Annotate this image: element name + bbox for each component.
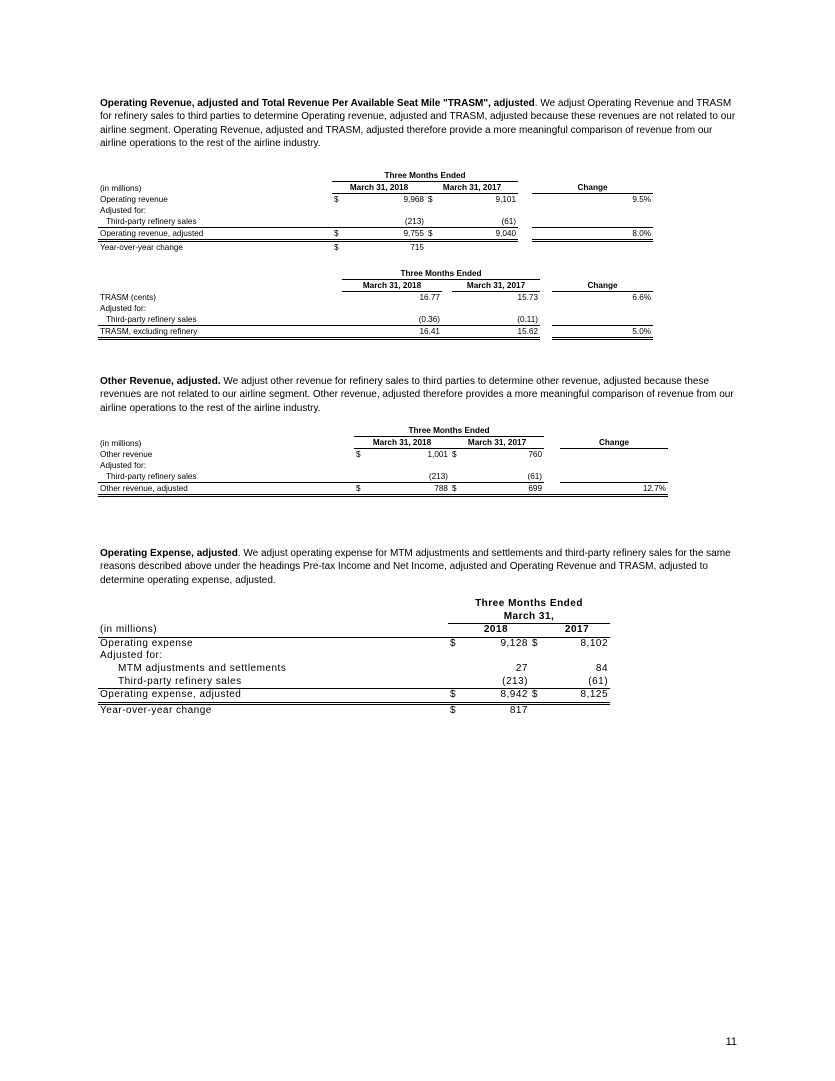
table-row: Third-party refinery sales (213) (61) (98, 471, 668, 483)
table-row: Adjusted for: (100, 304, 146, 313)
table-row: Third-party refinery sales (213) (61) (98, 676, 610, 689)
column-header-2018: 2018 (462, 624, 530, 638)
units-label: (in millions) (100, 183, 142, 193)
table-row: Adjusted for: (100, 650, 163, 662)
paragraph-heading: Operating Expense, adjusted (100, 548, 238, 559)
group-header: Three Months Ended (332, 170, 518, 182)
trasm-table (98, 268, 653, 340)
table-row: Year-over-year change $ 715 (100, 243, 424, 252)
paragraph-body: . We adjust operating expense for MTM adjustments and settlements and third-party refinery sales for the same reasons described above under the headings Pre-tax Income and Net Income, adjusted and Operating Revenue and TRASM, adjusted to determine operating expense, adjusted. (100, 548, 731, 586)
table-row: Adjusted for: (100, 206, 146, 215)
table-row: TRASM, excluding refinery 16.41 15.62 5.0% (98, 326, 653, 339)
column-header-2018: March 31, 2018 (332, 182, 426, 194)
operating-expense-table (98, 598, 610, 717)
table-row: Operating revenue $ 9,968 $ 9,101 9.5% (100, 195, 652, 204)
column-header-change: Change (552, 280, 653, 292)
operating-revenue-table (98, 170, 653, 253)
group-subheader: March 31, (448, 611, 610, 624)
table-row: Operating expense $ 9,128 $ 8,102 (100, 637, 609, 649)
other-revenue-table (98, 425, 668, 497)
paragraph-heading: Other Revenue, adjusted. (100, 376, 221, 387)
table-row: Other revenue $ 1,001 $ 760 (100, 450, 543, 459)
page-number: 11 (725, 1036, 737, 1048)
paragraph-heading: Operating Revenue, adjusted and Total Revenue Per Available Seat Mile "TRASM", adjusted (100, 98, 535, 109)
group-header: Three Months Ended (342, 268, 540, 280)
column-header-2017: March 31, 2017 (452, 280, 540, 292)
group-header: Three Months Ended (475, 598, 583, 609)
paragraph-body: . We adjust Operating Revenue and TRASM for refinery sales to third parties to determine Operating revenue, adjusted and TRASM, adjusted because these revenues are not related to our airline segment. Operating Revenue, adjusted and TRASM, adjusted therefore provide a more meaningful comparison of revenue from our airline operations to the rest of the airline industry. (100, 98, 736, 149)
column-header-2017: March 31, 2017 (450, 437, 544, 449)
units-label: (in millions) (100, 438, 142, 448)
table-row: TRASM (cents) 16.77 15.73 6.6% (100, 293, 652, 302)
column-header-2018: March 31, 2018 (342, 280, 442, 292)
table-row: MTM adjustments and settlements 27 84 (118, 662, 609, 674)
column-header-change: Change (560, 437, 668, 449)
table-row: Operating expense, adjusted $ 8,942 $ 8,125 (98, 689, 610, 704)
column-header-2018: March 31, 2018 (354, 437, 450, 449)
paragraph-body: We adjust other revenue for refinery sales to third parties to determine other revenue, adjusted because these revenues are not related to our airline segment. Other revenue, adjusted therefore provides a more meaningful comparison of revenue from our airline operations to the rest of the airline industry. (100, 376, 734, 414)
units-label: (in millions) (98, 624, 448, 638)
table-row: Year-over-year change $ 817 (100, 704, 528, 716)
column-header-change: Change (532, 182, 653, 194)
table-row: Operating revenue, adjusted $ 9,755 $ 9,040 8.0% (98, 228, 653, 241)
column-header-2017: March 31, 2017 (426, 182, 518, 194)
operating-expense-paragraph (100, 547, 740, 587)
table-row: Adjusted for: (100, 461, 146, 470)
other-revenue-paragraph (100, 375, 740, 415)
operating-revenue-paragraph (100, 97, 740, 150)
group-header: Three Months Ended (354, 425, 544, 437)
table-row: Other revenue, adjusted $ 788 $ 699 12.7% (98, 483, 668, 496)
table-row: Third-party refinery sales (0.36) (0.11) (98, 314, 653, 326)
column-header-2017: 2017 (544, 624, 610, 638)
table-row: Third-party refinery sales (213) (61) (98, 216, 653, 228)
